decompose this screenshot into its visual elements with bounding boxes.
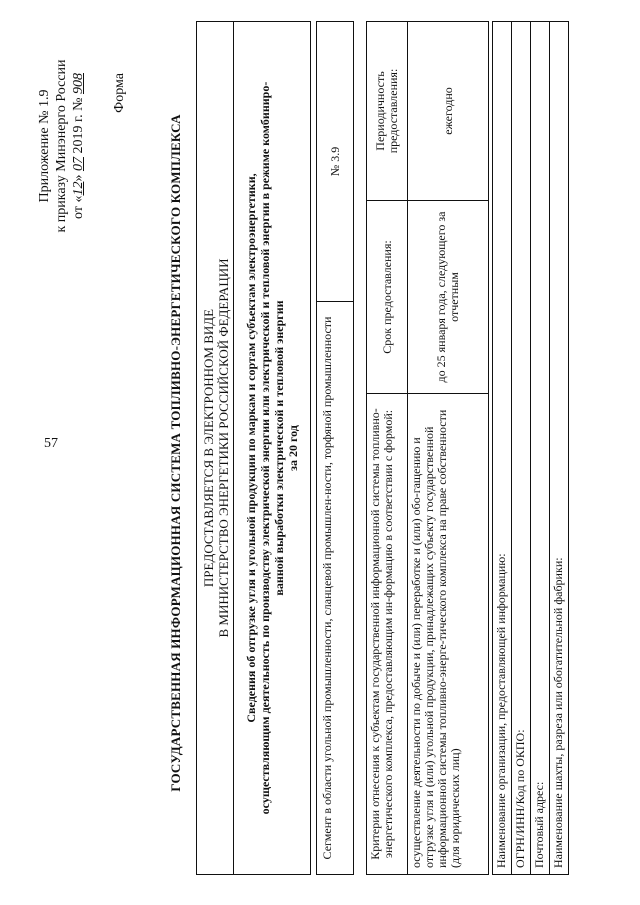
segment-row bbox=[316, 21, 354, 875]
periodicity-header: Периодичность предоставления: bbox=[373, 68, 400, 154]
date-day: 12 bbox=[71, 181, 86, 196]
submission-header: ПРЕДОСТАВЛЯЕТСЯ В ЭЛЕКТРОННОМ ВИДЕ В МИНИСТЕРСТВО ЭНЕРГЕТИКИ РОССИЙСКОЙ ФЕДЕРАЦИИ bbox=[197, 22, 234, 874]
appendix-date: от «12» 07 2019 г. № 908 bbox=[71, 73, 86, 219]
organization-info bbox=[492, 21, 569, 875]
ogrn-line: ОГРН/ИНН/Код по ОКПО: bbox=[512, 22, 531, 874]
page-number: 57 bbox=[44, 436, 58, 451]
rotated-page bbox=[0, 13, 640, 893]
criteria-header: Критерии отнесения к субъектам государственной информационной системы топливно-энергетического комплекса, предоставляющим ин-формацию в соответствии с формой: bbox=[367, 393, 407, 874]
appendix-block bbox=[36, 31, 87, 261]
document-title: ГОСУДАРСТВЕННАЯ ИНФОРМАЦИОННАЯ СИСТЕМА ТОПЛИВНО-ЭНЕРГЕТИЧЕСКОГО КОМПЛЕКСА bbox=[168, 114, 183, 792]
deadline-header: Срок предоставления: bbox=[367, 200, 407, 393]
criteria-cell: осуществление деятельности по добыче и (или) переработке и (или) обо-гащению и отгрузке угля и (или) угольной продукции, принадлежащих субъекту государственной информационной системы топливно-энерге-тического комплекса на праве собственности (для юридических лиц) bbox=[408, 393, 488, 874]
criteria-table bbox=[366, 21, 489, 875]
report-description: Сведения об отгрузке угля и угольной продукции по маркам и сортам субъектам электроэнергетики, осуществляющим деятельность по производству электрической энергии или электрической и тепловой энергии в режиме комбиниро- ванной выработки электрической и тепловой энергии за 20 год bbox=[234, 22, 310, 874]
form-label: Форма bbox=[112, 73, 127, 113]
table-header-row bbox=[367, 22, 408, 874]
order-number: 908 bbox=[71, 73, 86, 95]
segment-text: Сегмент в области угольной промышленности, сланцевой промышлен-ности, торфяной промышленности bbox=[317, 301, 353, 874]
date-month: 07 bbox=[71, 157, 86, 172]
appendix-line2: к приказу Минэнерго России bbox=[54, 59, 69, 233]
report-box bbox=[196, 21, 311, 875]
postal-address-line: Почтовый адрес: bbox=[531, 22, 550, 874]
org-name-line: Наименование организации, предоставляющей информацию: bbox=[493, 22, 512, 874]
mine-name-line: Наименование шахты, разреза или обогатительной фабрики: bbox=[551, 557, 565, 868]
appendix-line1: Приложение № 1.9 bbox=[37, 89, 52, 203]
report-year: за 20 год bbox=[286, 425, 300, 471]
table-row bbox=[408, 22, 488, 874]
periodicity-cell: ежегодно bbox=[440, 87, 455, 135]
segment-number: № 3.9 bbox=[328, 146, 342, 177]
deadline-cell: до 25 января года, следующего за отчетным bbox=[408, 200, 488, 393]
